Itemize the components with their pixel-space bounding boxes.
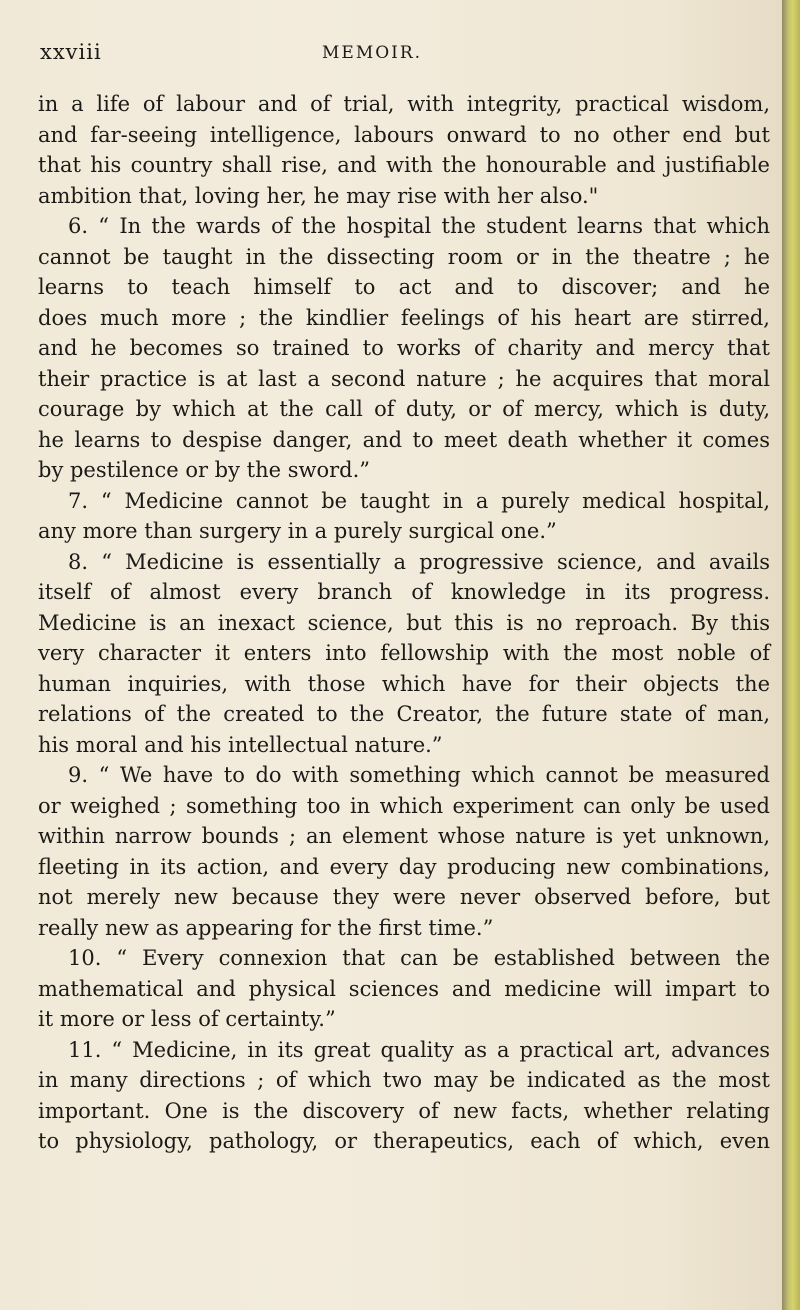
text-line: it more or less of certainty.”: [38, 1007, 336, 1031]
text-line: and he becomes so trained to works of charity and mercy that: [38, 336, 770, 360]
page-header: [40, 40, 600, 70]
text-line: mathematical and physical sciences and medicine will impart to: [38, 976, 770, 1001]
text-line: Medicine is an inexact science, but this is no reproach. By this: [38, 610, 770, 635]
text-line: in many directions ; of which two may be indicated as the most: [38, 1068, 770, 1092]
text-line: that his country shall rise, and with the honourable and justifiable: [38, 153, 770, 177]
running-title: MEMOIR.: [322, 43, 423, 63]
text-line: or weighed ; something too in which experiment can only be used: [38, 793, 770, 818]
text-line: to physiology, pathology, or therapeutics, each of which, even: [38, 1129, 770, 1153]
text-line: within narrow bounds ; an element whose nature is yet unknown,: [38, 824, 770, 848]
book-binding-edge: [782, 0, 800, 1310]
text-line: in a life of labour and of trial, with integrity, practical wisdom,: [38, 92, 770, 116]
text-line: itself of almost every branch of knowledge in its progress.: [38, 580, 770, 604]
text-line: important. One is the discovery of new facts, whether relating: [38, 1098, 770, 1123]
text-line: very character it enters into fellowship with the most noble of: [38, 641, 770, 665]
body-text: [38, 89, 770, 1157]
text-line: does much more ; the kindlier feelings of his heart are stirred,: [38, 305, 770, 330]
text-line: their practice is at last a second nature ; he acquires that moral: [38, 366, 770, 391]
text-line: ambition that, loving her, he may rise with her also.": [38, 183, 599, 208]
text-line: 11. “ Medicine, in its great quality as a practical art, advances: [68, 1037, 770, 1062]
text-line: cannot be taught in the dissecting room or in the theatre ; he: [38, 244, 770, 269]
text-line: 7. “ Medicine cannot be taught in a purely medical hospital,: [68, 488, 770, 513]
text-line: learns to teach himself to act and to discover; and he: [38, 275, 770, 299]
text-line: not merely new because they were never observed before, but: [38, 885, 770, 909]
text-line: he learns to despise danger, and to meet death whether it comes: [38, 427, 770, 452]
text-line: 8. “ Medicine is essentially a progressive science, and avails: [68, 549, 770, 574]
page-number: xxviii: [40, 40, 102, 64]
text-line: relations of the created to the Creator, the future state of man,: [38, 702, 770, 726]
text-line: by pestilence or by the sword.”: [38, 458, 371, 482]
text-line: 10. “ Every connexion that can be established between the: [68, 946, 770, 970]
text-line: his moral and his intellectual nature.”: [38, 732, 443, 757]
text-line: 6. “ In the wards of the hospital the student learns that which: [68, 214, 770, 238]
text-line: really new as appearing for the first time.”: [38, 915, 494, 940]
text-line: and far-seeing intelligence, labours onward to no other end but: [38, 122, 770, 147]
text-line: human inquiries, with those which have for their objects the: [38, 671, 770, 696]
text-line: fleeting in its action, and every day producing new combinations,: [38, 854, 770, 879]
text-line: courage by which at the call of duty, or of mercy, which is duty,: [38, 397, 770, 421]
text-line: 9. “ We have to do with something which cannot be measured: [68, 763, 770, 787]
text-line: any more than surgery in a purely surgical one.”: [38, 519, 557, 543]
